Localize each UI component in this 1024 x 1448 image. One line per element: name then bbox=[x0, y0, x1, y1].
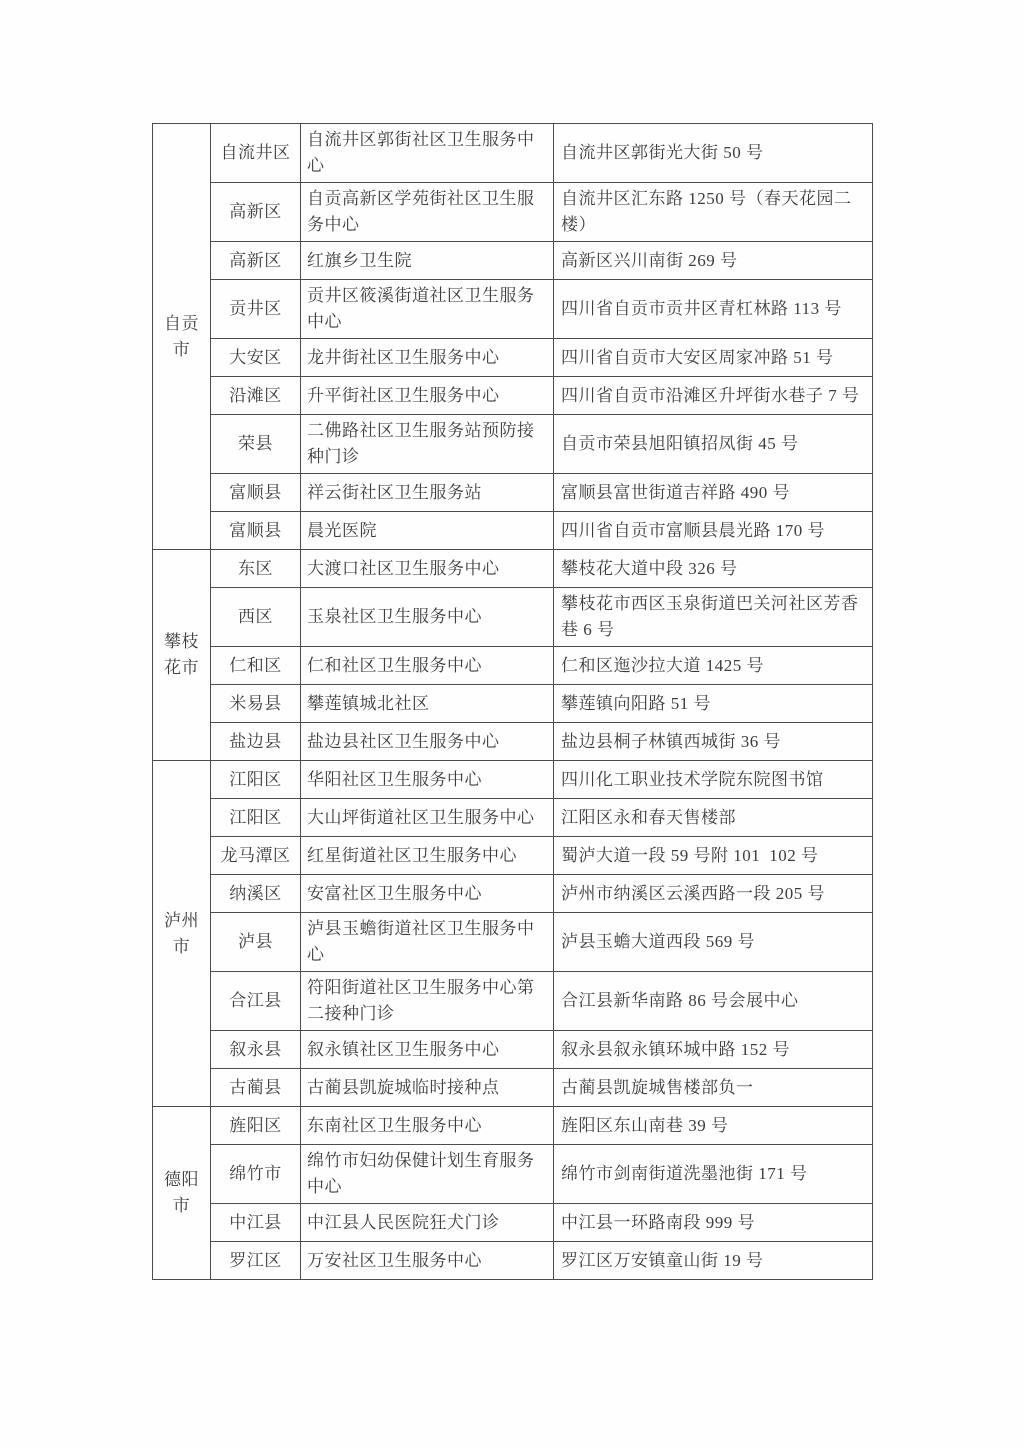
facility-cell: 万安社区卫生服务中心 bbox=[301, 1242, 554, 1280]
table-row bbox=[153, 415, 873, 474]
table-row bbox=[153, 550, 873, 588]
address-cell: 四川化工职业技术学院东院图书馆 bbox=[554, 761, 873, 799]
address-cell: 攀莲镇向阳路 51 号 bbox=[554, 685, 873, 723]
address-cell: 江阳区永和春天售楼部 bbox=[554, 799, 873, 837]
address-cell: 盐边县桐子林镇西城街 36 号 bbox=[554, 723, 873, 761]
district-cell: 大安区 bbox=[211, 339, 301, 377]
address-cell: 泸州市纳溪区云溪西路一段 205 号 bbox=[554, 875, 873, 913]
table-row bbox=[153, 647, 873, 685]
table-row bbox=[153, 377, 873, 415]
table-body bbox=[153, 124, 873, 1280]
district-cell: 东区 bbox=[211, 550, 301, 588]
table-row bbox=[153, 1069, 873, 1107]
table-row bbox=[153, 512, 873, 550]
table-row bbox=[153, 124, 873, 183]
district-cell: 贡井区 bbox=[211, 280, 301, 339]
facility-cell: 自流井区郭街社区卫生服务中心 bbox=[301, 124, 554, 183]
city-cell: 自贡市 bbox=[153, 124, 211, 550]
district-cell: 叙永县 bbox=[211, 1031, 301, 1069]
facility-cell: 红旗乡卫生院 bbox=[301, 242, 554, 280]
table-row bbox=[153, 837, 873, 875]
table-row bbox=[153, 183, 873, 242]
address-cell: 攀枝花市西区玉泉街道巴关河社区芳香巷 6 号 bbox=[554, 588, 873, 647]
health-centers-table bbox=[152, 123, 873, 1280]
facility-cell: 东南社区卫生服务中心 bbox=[301, 1107, 554, 1145]
city-cell: 泸州市 bbox=[153, 761, 211, 1107]
table-row bbox=[153, 1107, 873, 1145]
facility-cell: 升平街社区卫生服务中心 bbox=[301, 377, 554, 415]
table-row bbox=[153, 913, 873, 972]
district-cell: 西区 bbox=[211, 588, 301, 647]
table-row bbox=[153, 242, 873, 280]
address-cell: 攀枝花大道中段 326 号 bbox=[554, 550, 873, 588]
address-cell: 古蔺县凯旋城售楼部负一 bbox=[554, 1069, 873, 1107]
address-cell: 仁和区迤沙拉大道 1425 号 bbox=[554, 647, 873, 685]
district-cell: 富顺县 bbox=[211, 474, 301, 512]
facility-cell: 自贡高新区学苑街社区卫生服务中心 bbox=[301, 183, 554, 242]
table-row bbox=[153, 1242, 873, 1280]
facility-cell: 攀莲镇城北社区 bbox=[301, 685, 554, 723]
table-row bbox=[153, 685, 873, 723]
district-cell: 沿滩区 bbox=[211, 377, 301, 415]
district-cell: 江阳区 bbox=[211, 761, 301, 799]
table-row bbox=[153, 1145, 873, 1204]
district-cell: 仁和区 bbox=[211, 647, 301, 685]
facility-cell: 中江县人民医院狂犬门诊 bbox=[301, 1204, 554, 1242]
address-cell: 中江县一环路南段 999 号 bbox=[554, 1204, 873, 1242]
facility-cell: 龙井街社区卫生服务中心 bbox=[301, 339, 554, 377]
district-cell: 中江县 bbox=[211, 1204, 301, 1242]
facility-cell: 古蔺县凯旋城临时接种点 bbox=[301, 1069, 554, 1107]
district-cell: 罗江区 bbox=[211, 1242, 301, 1280]
facility-cell: 盐边县社区卫生服务中心 bbox=[301, 723, 554, 761]
table-row bbox=[153, 280, 873, 339]
address-cell: 叙永县叙永镇环城中路 152 号 bbox=[554, 1031, 873, 1069]
district-cell: 泸县 bbox=[211, 913, 301, 972]
facility-cell: 贡井区筱溪街道社区卫生服务中心 bbox=[301, 280, 554, 339]
facility-cell: 华阳社区卫生服务中心 bbox=[301, 761, 554, 799]
address-cell: 四川省自贡市大安区周家冲路 51 号 bbox=[554, 339, 873, 377]
address-cell: 罗江区万安镇童山街 19 号 bbox=[554, 1242, 873, 1280]
district-cell: 龙马潭区 bbox=[211, 837, 301, 875]
district-cell: 纳溪区 bbox=[211, 875, 301, 913]
facility-cell: 符阳街道社区卫生服务中心第二接种门诊 bbox=[301, 972, 554, 1031]
address-cell: 蜀泸大道一段 59 号附 101 102 号 bbox=[554, 837, 873, 875]
facility-cell: 大渡口社区卫生服务中心 bbox=[301, 550, 554, 588]
address-cell: 富顺县富世街道吉祥路 490 号 bbox=[554, 474, 873, 512]
table-row bbox=[153, 875, 873, 913]
address-cell: 旌阳区东山南巷 39 号 bbox=[554, 1107, 873, 1145]
facility-cell: 晨光医院 bbox=[301, 512, 554, 550]
address-cell: 绵竹市剑南街道洗墨池街 171 号 bbox=[554, 1145, 873, 1204]
district-cell: 古蔺县 bbox=[211, 1069, 301, 1107]
address-cell: 自流井区汇东路 1250 号（春天花园二楼） bbox=[554, 183, 873, 242]
address-cell: 高新区兴川南街 269 号 bbox=[554, 242, 873, 280]
table-row bbox=[153, 761, 873, 799]
facility-cell: 叙永镇社区卫生服务中心 bbox=[301, 1031, 554, 1069]
district-cell: 绵竹市 bbox=[211, 1145, 301, 1204]
table-row bbox=[153, 799, 873, 837]
district-cell: 高新区 bbox=[211, 183, 301, 242]
facility-cell: 泸县玉蟾街道社区卫生服务中心 bbox=[301, 913, 554, 972]
facility-cell: 玉泉社区卫生服务中心 bbox=[301, 588, 554, 647]
table-row bbox=[153, 339, 873, 377]
district-cell: 旌阳区 bbox=[211, 1107, 301, 1145]
district-cell: 江阳区 bbox=[211, 799, 301, 837]
facility-cell: 祥云街社区卫生服务站 bbox=[301, 474, 554, 512]
district-cell: 米易县 bbox=[211, 685, 301, 723]
table-row bbox=[153, 474, 873, 512]
table-row bbox=[153, 588, 873, 647]
address-cell: 四川省自贡市沿滩区升坪街水巷子 7 号 bbox=[554, 377, 873, 415]
table-container bbox=[152, 123, 872, 1280]
district-cell: 盐边县 bbox=[211, 723, 301, 761]
facility-cell: 仁和社区卫生服务中心 bbox=[301, 647, 554, 685]
district-cell: 自流井区 bbox=[211, 124, 301, 183]
facility-cell: 绵竹市妇幼保健计划生育服务中心 bbox=[301, 1145, 554, 1204]
city-cell: 攀枝花市 bbox=[153, 550, 211, 761]
table-row bbox=[153, 1204, 873, 1242]
address-cell: 自贡市荣县旭阳镇招凤街 45 号 bbox=[554, 415, 873, 474]
table-row bbox=[153, 723, 873, 761]
district-cell: 荣县 bbox=[211, 415, 301, 474]
facility-cell: 安富社区卫生服务中心 bbox=[301, 875, 554, 913]
address-cell: 四川省自贡市贡井区青杠林路 113 号 bbox=[554, 280, 873, 339]
address-cell: 自流井区郭街光大街 50 号 bbox=[554, 124, 873, 183]
table-row bbox=[153, 972, 873, 1031]
address-cell: 四川省自贡市富顺县晨光路 170 号 bbox=[554, 512, 873, 550]
address-cell: 泸县玉蟾大道西段 569 号 bbox=[554, 913, 873, 972]
district-cell: 合江县 bbox=[211, 972, 301, 1031]
facility-cell: 红星街道社区卫生服务中心 bbox=[301, 837, 554, 875]
city-cell: 德阳市 bbox=[153, 1107, 211, 1280]
district-cell: 高新区 bbox=[211, 242, 301, 280]
facility-cell: 大山坪街道社区卫生服务中心 bbox=[301, 799, 554, 837]
district-cell: 富顺县 bbox=[211, 512, 301, 550]
address-cell: 合江县新华南路 86 号会展中心 bbox=[554, 972, 873, 1031]
table-row bbox=[153, 1031, 873, 1069]
facility-cell: 二佛路社区卫生服务站预防接种门诊 bbox=[301, 415, 554, 474]
